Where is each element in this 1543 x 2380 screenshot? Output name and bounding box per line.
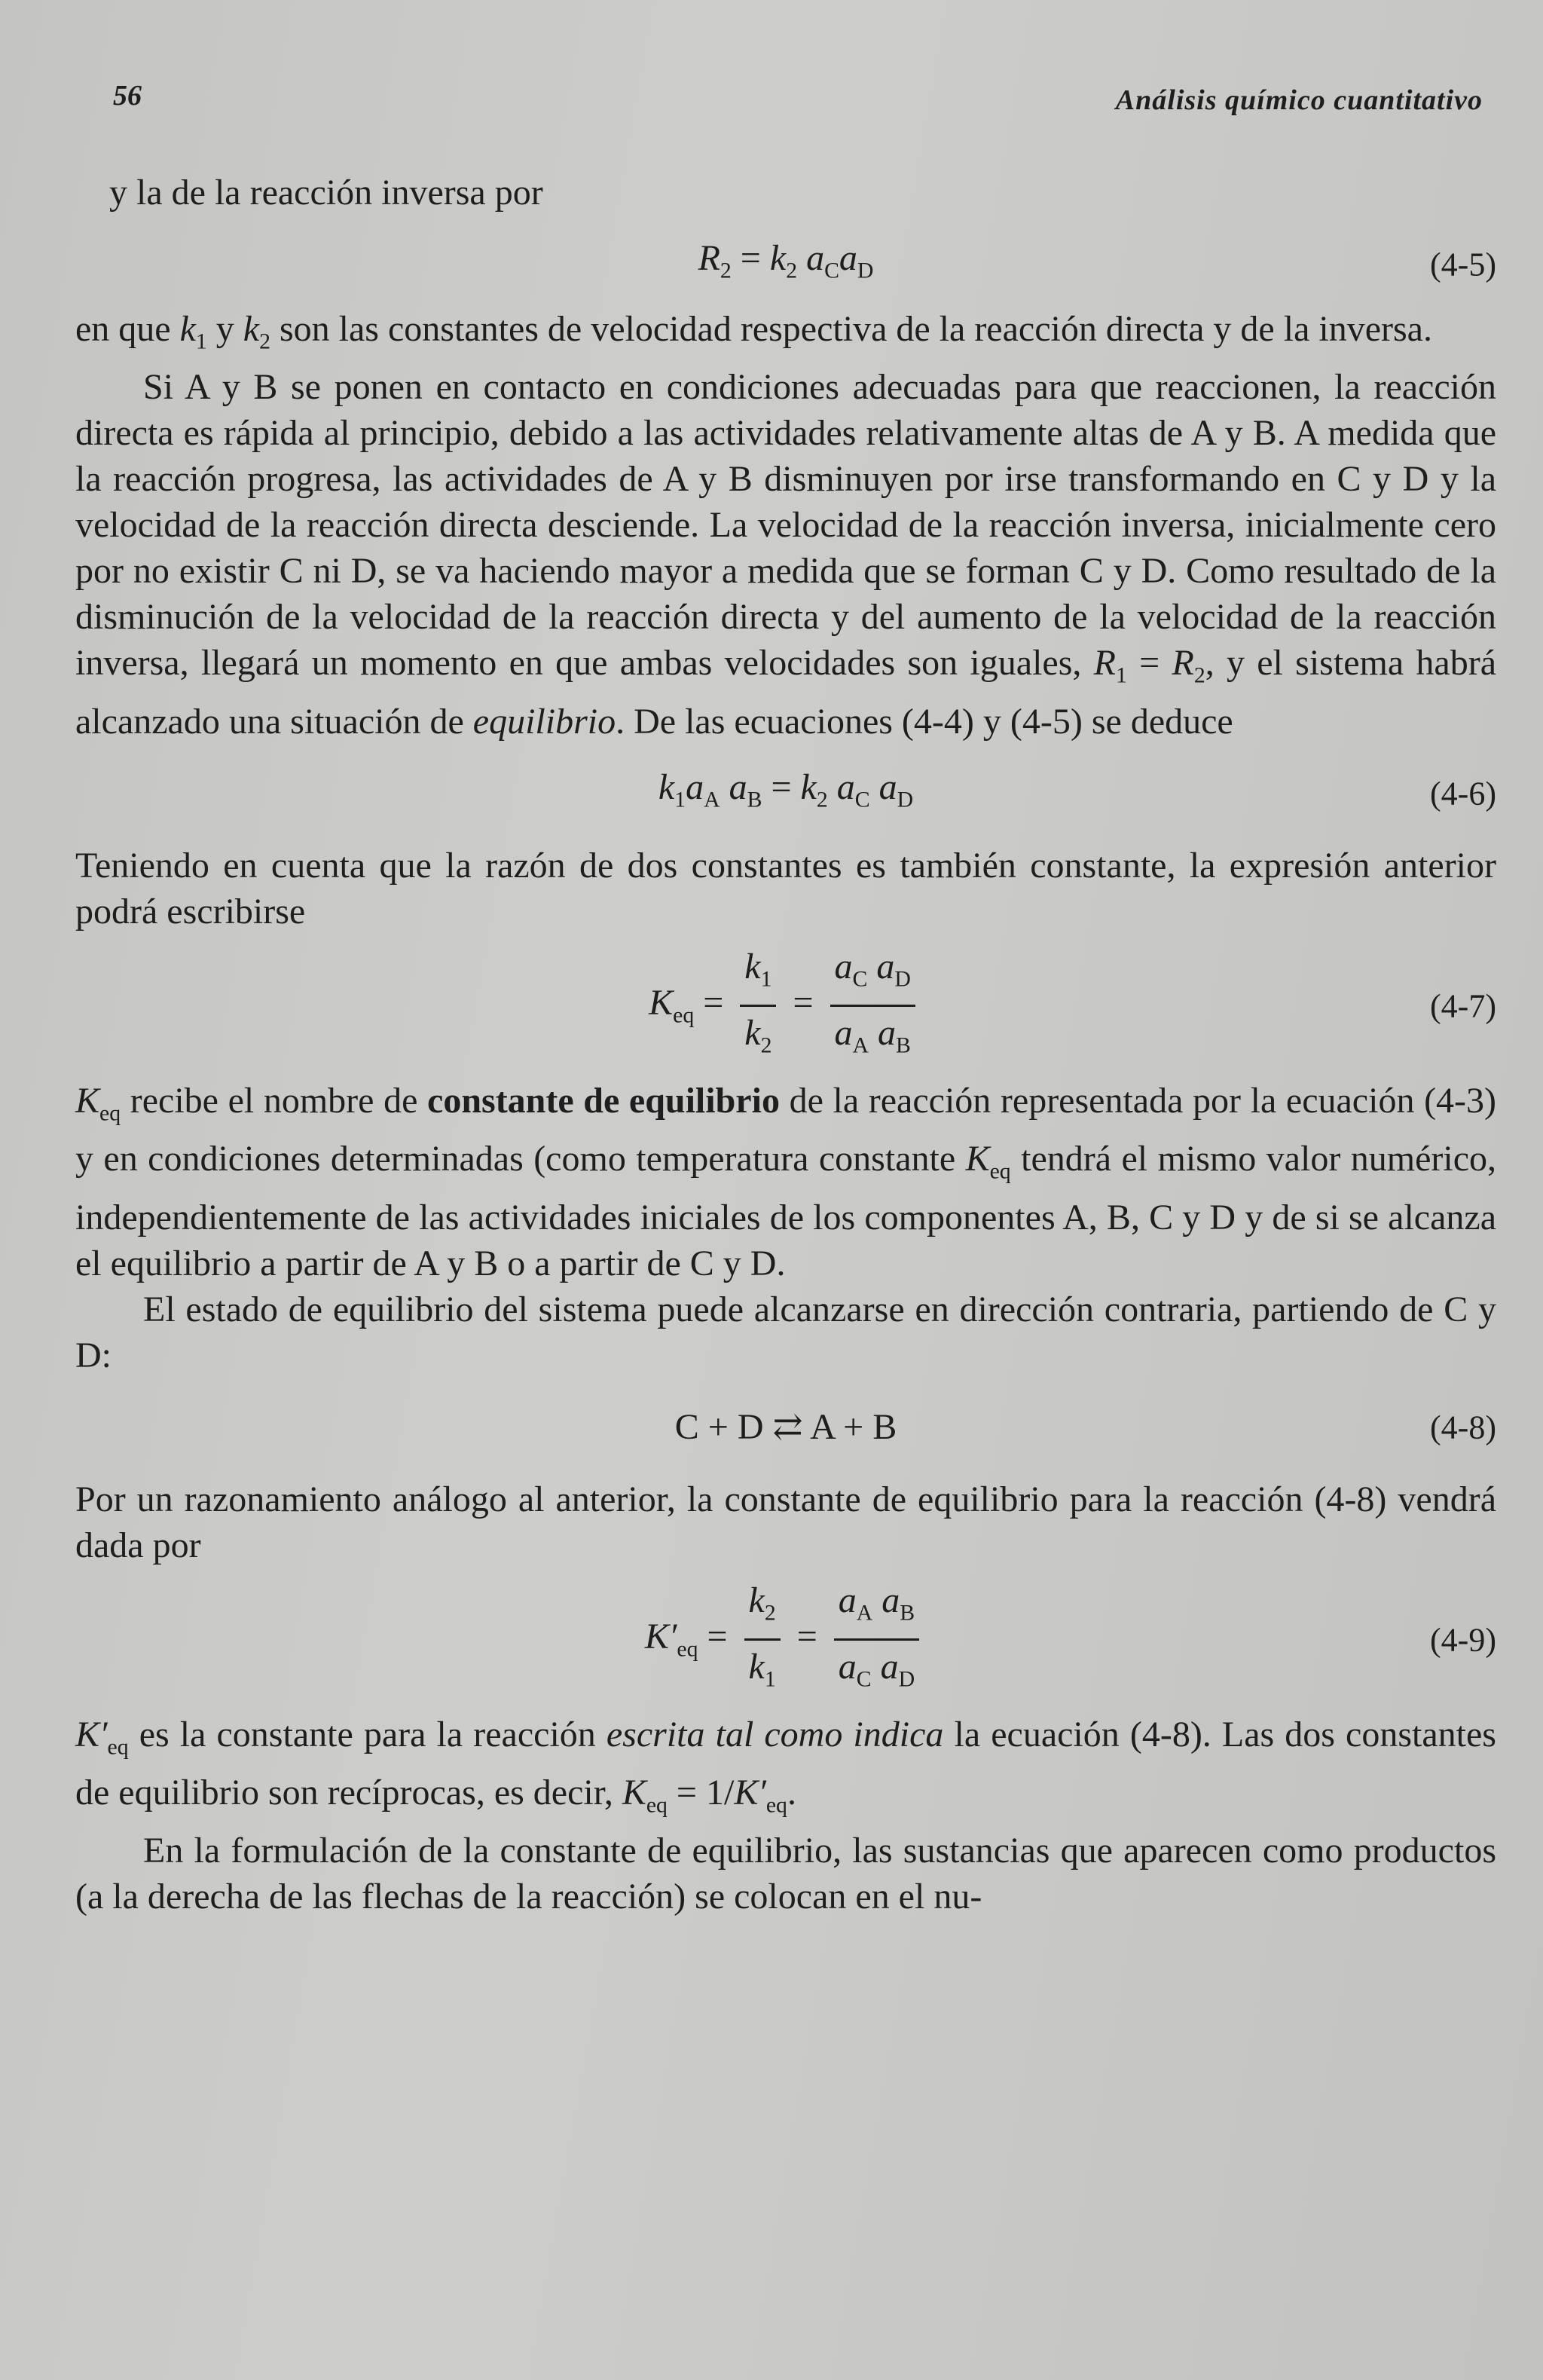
paragraph-formulation: En la formulación de la constante de equilibrio, las sustancias que aparecen como productos (a la derecha de las flechas de la reacción) se colocan en el nu- [75, 1831, 1496, 1917]
equation-expression: $K'_{eq}$ = $\frac{k_2}{k_1}$ = $\frac{a_A a_B}{a_C a_D}$ [645, 1577, 927, 1702]
paragraph-equilibrium-constant-definition: $K_{eq}$ recibe el nombre de constante de equilibrio de la reacción representada por la ecuación (4-3) y en condiciones determinadas (como temperatura constante $K_{eq}$ tendrá el mismo valor numérico, independientemente de las actividades iniciales de los componentes A, B, C y D y de si se alcanza el equilibrio a partir de A y B o a partir de C y D. [75, 1080, 1497, 1283]
page-body [75, 170, 1496, 1920]
paragraph-rate-constants: en que $k_1$ y $k_2$ son las constantes de velocidad respectiva de la reacción directa y de la inversa. [75, 309, 1432, 354]
equation-4-7 [75, 935, 1496, 1078]
paragraph-equilibrium-explanation: Si A y B se ponen en contacto en condiciones adecuadas para que reaccionen, la reacción directa es rápida al principio, debido a las actividades relativamente altas de A y B. A medida que la reacción progresa, las actividades de A y B disminuyen por irse transformando en C y D y la velocidad de la reacción directa desciende. La velocidad de la reacción inversa, inicialmente cero por no existir C ni D, se va haciendo mayor a medida que se forman C y D. Como resultado de la disminución de la velocidad de la reacción directa y del aumento de la velocidad de la reacción inversa, llegará un momento en que ambas velocidades son iguales, $R_1 = R_2$, y el sistema habrá alcanzado una situación de equilibrio. De las ecuaciones (4-4) y (4-5) se deduce [75, 367, 1497, 742]
equation-expression: $K_{eq}$ = $\frac{k_1}{k_2}$ = $\frac{a_C a_D}{a_A a_B}$ [649, 944, 923, 1069]
equation-4-6 [75, 745, 1496, 843]
paragraph-reciprocal-constants: $K'_{eq}$ es la constante para la reacción escrita tal como indica la ecuación (4-8). Las dos constantes de equilibrio son recíprocas, es decir, $K_{eq} = 1/K'_{eq}$. [75, 1714, 1496, 1818]
equation-number: (4-6) [1430, 775, 1496, 812]
paragraph-reverse-direction: El estado de equilibrio del sistema puede alcanzarse en dirección contraria, partiendo de C y D: [75, 1289, 1496, 1375]
paragraph-ratio-of-constants: Teniendo en cuenta que la razón de dos constantes es también constante, la expresión anterior podrá escribirse [75, 845, 1496, 932]
equation-number: (4-8) [1430, 1409, 1496, 1446]
equation-4-9 [75, 1568, 1496, 1712]
equation-4-8 [75, 1378, 1496, 1476]
running-head: Análisis químico cuantitativo [1115, 84, 1483, 116]
equation-expression: $k_1a_A$ $a_B = k_2$ $a_C$ $a_D$ [658, 767, 914, 812]
paragraph-analogous-reasoning: Por un razonamiento análogo al anterior, la constante de equilibrio para la reacción (4-8) vendrá dada por [75, 1479, 1496, 1565]
equation-number: (4-9) [1430, 1621, 1496, 1659]
equation-number: (4-5) [1430, 246, 1496, 283]
equation-4-5 [75, 216, 1496, 314]
equation-expression: $R_2 = k_2$ $a_Ca_D$ [698, 238, 874, 283]
equation-expression: C + D ⇄ A + B [674, 1407, 897, 1448]
equation-number: (4-7) [1430, 987, 1496, 1025]
page-number: 56 [113, 80, 142, 112]
paragraph-intro: y la de la reacción inversa por [109, 173, 543, 213]
page-header [113, 79, 1483, 124]
